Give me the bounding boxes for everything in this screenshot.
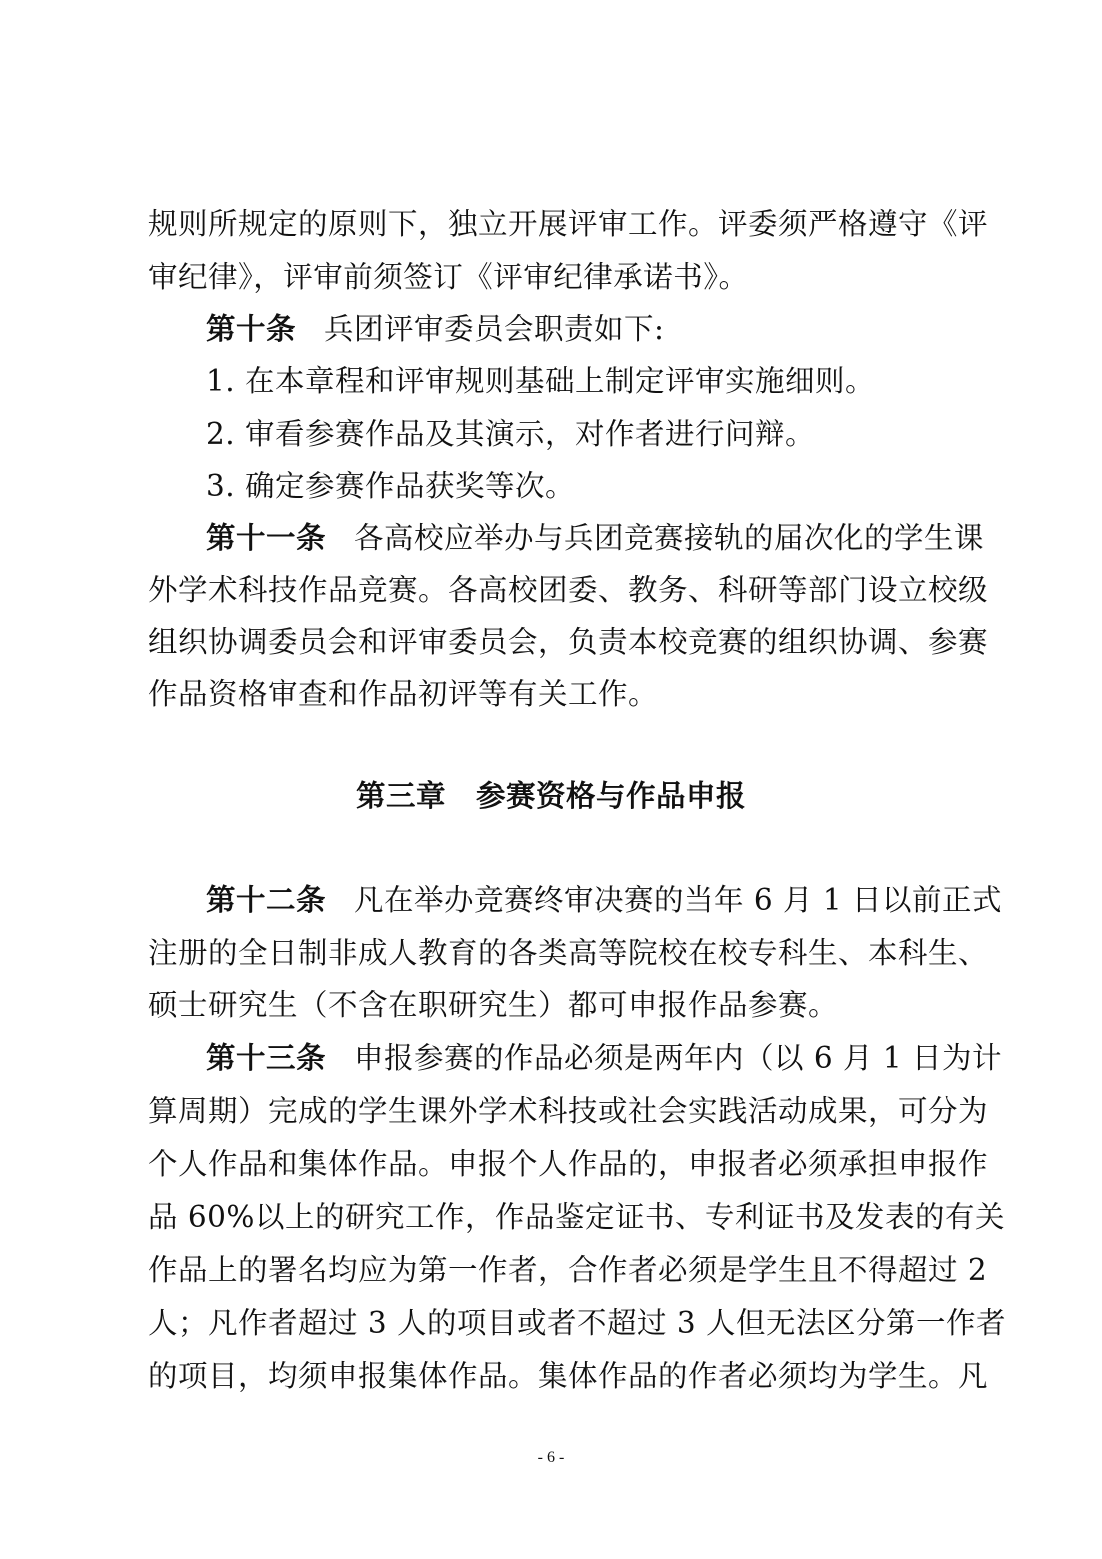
- article-12-line: [206, 882, 1003, 918]
- article-10-label: 第十条: [206, 312, 297, 346]
- paragraph-line: 人；凡作者超过 3 人的项目或者不超过 3 人但无法区分第一作者: [148, 1306, 1007, 1340]
- paragraph-line: 硕士研究生（不含在职研究生）都可申报作品参赛。: [148, 988, 839, 1022]
- chapter-number: 第三章: [355, 779, 446, 813]
- paragraph-line: 作品上的署名均应为第一作者，合作者必须是学生且不得超过 2: [148, 1253, 988, 1287]
- paragraph-line: 作品资格审查和作品初评等有关工作。: [148, 677, 659, 711]
- list-item: 1. 在本章程和评审规则基础上制定评审实施细则。: [206, 364, 876, 398]
- page-number: - 6 -: [537, 1449, 565, 1466]
- paragraph-line: 外学术科技作品竞赛。各高校团委、教务、科研等部门设立校级: [148, 573, 989, 607]
- chapter-heading: [0, 778, 1102, 814]
- paragraph-line: 审纪律》，评审前须签订《评审纪律承诺书》。: [148, 260, 749, 294]
- paragraph-line: 组织协调委员会和评审委员会，负责本校竞赛的组织协调、参赛: [148, 625, 989, 659]
- article-11-label: 第十一条: [206, 521, 327, 555]
- article-12-label: 第十二条: [206, 883, 327, 917]
- list-item: 2. 审看参赛作品及其演示，对作者进行问辩。: [206, 417, 816, 451]
- paragraph-line: 规则所规定的原则下，独立开展评审工作。评委须严格遵守《评: [148, 207, 989, 241]
- chapter-title: 参赛资格与作品申报: [476, 779, 747, 813]
- article-13-line: [206, 1040, 1003, 1076]
- paragraph-line: 的项目，均须申报集体作品。集体作品的作者必须均为学生。凡: [148, 1359, 989, 1393]
- paragraph-line: 个人作品和集体作品。申报个人作品的，申报者必须承担申报作: [148, 1147, 989, 1181]
- article-12-text: 凡在举办竞赛终审决赛的当年 6 月 1 日以前正式: [354, 883, 1003, 917]
- article-11-text: 各高校应举办与兵团竞赛接轨的届次化的学生课: [354, 521, 985, 555]
- article-13-label: 第十三条: [206, 1041, 327, 1075]
- article-13-text: 申报参赛的作品必须是两年内（以 6 月 1 日为计: [354, 1041, 1003, 1075]
- article-11-line: [206, 520, 985, 556]
- paragraph-line: 品 60%以上的研究工作，作品鉴定证书、专利证书及发表的有关: [148, 1200, 1005, 1234]
- list-item: 3. 确定参赛作品获奖等次。: [206, 469, 576, 503]
- paragraph-line: 注册的全日制非成人教育的各类高等院校在校专科生、本科生、: [148, 936, 989, 970]
- paragraph-line: 算周期）完成的学生课外学术科技或社会实践活动成果，可分为: [148, 1094, 989, 1128]
- article-10-text: 兵团评审委员会职责如下:: [324, 312, 665, 346]
- article-10-line: [206, 311, 960, 347]
